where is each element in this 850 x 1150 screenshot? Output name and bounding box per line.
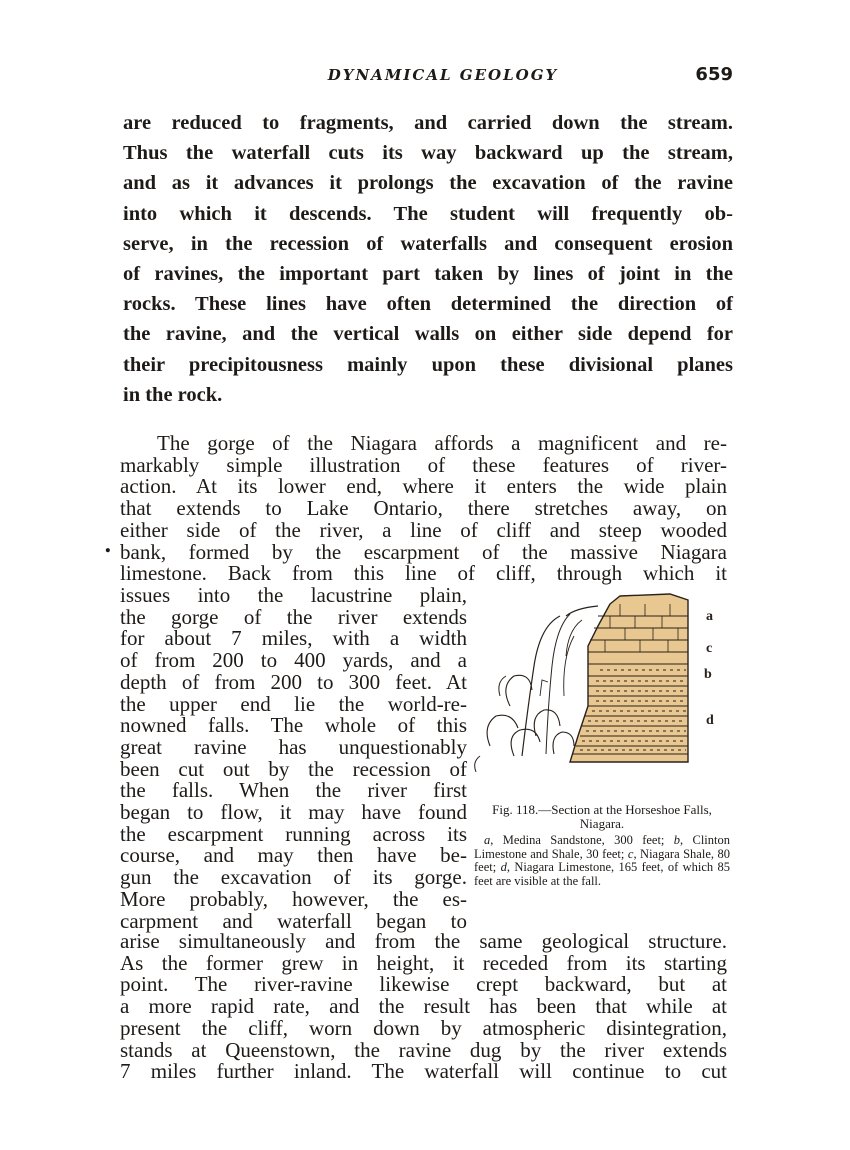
text-line: course, and may then have be- (120, 843, 467, 868)
text-line: for about 7 miles, with a width (120, 626, 467, 651)
caption-label-b: b (673, 833, 681, 847)
text-line: bank, formed by the escarpment of the massive Niagara (120, 539, 727, 564)
figure-caption-body (474, 834, 730, 888)
text-line: that extends to Lake Ontario, there stretches away, on (120, 496, 727, 521)
text-line: limestone. Back from this line of cliff, through which it (120, 561, 727, 586)
text-line: the gorge of the river extends (120, 604, 467, 629)
text-line: began to flow, it may have found (120, 800, 467, 825)
figure-label-d: d (706, 713, 714, 728)
text-line: and as it advances it prolongs the excavation of the ravine (123, 172, 733, 195)
text-line: 7 miles further inland. The waterfall will continue to cut (120, 1059, 727, 1084)
text-line: nowned falls. The whole of this (120, 713, 467, 738)
text-line: present the cliff, worn down by atmospheric disintegration, (120, 1015, 727, 1040)
text-line: serve, in the recession of waterfalls and consequent erosion (123, 232, 733, 255)
text-line: action. At its lower end, where it enters the wide plain (120, 474, 727, 499)
running-title: DYNAMICAL GEOLOGY (327, 66, 559, 84)
figure-label-a: a (706, 609, 713, 624)
text-line: in the rock. (123, 383, 223, 406)
text-line: point. The river-ravine likewise crept backward, but at (120, 972, 727, 997)
text-line: great ravine has unquestionably (120, 734, 467, 759)
caption-text: , Niagara Shale, 80 feet; (474, 846, 730, 875)
caption-label-c: c (627, 846, 634, 861)
text-line: issues into the lacustrine plain, (120, 583, 467, 607)
text-line: the escarpment running across its (120, 821, 467, 846)
text-line: As the former grew in height, it receded from its starting (120, 950, 727, 975)
text-line: stands at Queenstown, the ravine dug by the river extends (120, 1037, 727, 1062)
text-line: carpment and waterfall began to (120, 908, 467, 933)
caption-label-a: a (484, 833, 491, 847)
text-line: been cut out by the recession of (120, 756, 467, 781)
paragraph-2-continued (120, 931, 727, 1083)
text-line: More probably, however, the es- (120, 886, 467, 911)
caption-label-d: d (500, 860, 507, 875)
running-head (123, 66, 733, 90)
falls-section-illustration (470, 586, 732, 786)
text-line: either side of the river, a line of cliff and steep wooded (120, 517, 727, 542)
text-line: gun the excavation of its gorge. (120, 865, 467, 890)
horseshoe-falls-figure (470, 586, 732, 786)
text-line: Thus the waterfall cuts its way backward up the stream, (123, 142, 733, 165)
text-line: of ravines, the important part taken by lines of joint in the (123, 263, 733, 286)
figure-label-c: c (706, 641, 713, 656)
page-number: 659 (695, 64, 733, 85)
text-line: The gorge of the Niagara affords a magnificent and re- (157, 431, 727, 455)
figure-label-b: b (704, 667, 712, 682)
text-line: of from 200 to 400 yards, and a (120, 648, 467, 673)
text-line: markably simple illustration of these features of river- (120, 452, 727, 477)
figure-caption (474, 803, 730, 888)
text-line: rocks. These lines have often determined the direction of (123, 293, 733, 316)
text-line: arise simultaneously and from the same geological structure. (120, 929, 727, 953)
text-line: are reduced to fragments, and carried down the stream. (123, 112, 733, 134)
paragraph-1 (123, 108, 733, 410)
caption-text: , Medina Sandstone, 300 feet; (490, 833, 674, 847)
text-line: depth of from 200 to 300 feet. At (120, 669, 467, 694)
text-line: a more rapid rate, and the result has been that while at (120, 994, 727, 1019)
text-line: into which it descends. The student will frequently ob- (123, 202, 733, 225)
caption-text: , Clinton Limestone and Shale, 30 feet; (474, 833, 730, 861)
figure-caption-title: Fig. 118.—Section at the Horseshoe Falls, Niagara. (492, 802, 712, 831)
caption-text: , Niagara Limestone, 165 feet, of which 85 feet are visible at the fall. (474, 860, 730, 888)
text-line: the falls. When the river first (120, 778, 467, 803)
paragraph-2 (120, 433, 727, 585)
margin-mark: . (104, 532, 112, 558)
text-line: the upper end lie the world-re- (120, 691, 467, 716)
text-line: the ravine, and the vertical walls on either side depend for (123, 323, 733, 346)
paragraph-2-wrapped (120, 585, 467, 932)
text-line: their precipitousness mainly upon these divisional planes (123, 353, 733, 376)
